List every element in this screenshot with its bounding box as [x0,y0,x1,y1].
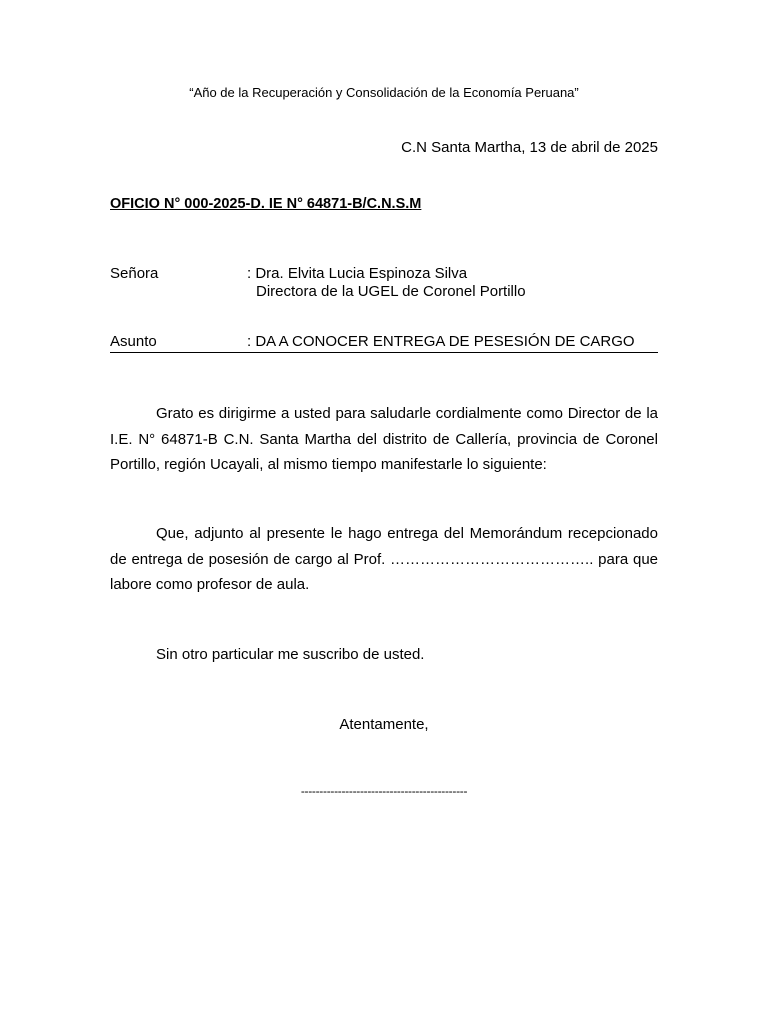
body-paragraph-2: Que, adjunto al presente le hago entrega del Memorándum recepcionado de entrega de posesión de cargo al Prof. ………………………………….. para que labore como profesor de aula. [110,525,658,593]
oficio-reference: OFICIO N° 000-2025-D. IE N° 64871-B/C.N.S.M [110,196,422,212]
recipient-position: Directora de la UGEL de Coronel Portillo [256,283,526,300]
subject-block [110,333,658,353]
body-paragraph-1: Grato es dirigirme a usted para saludarle cordialmente como Director de la I.E. N° 64871-B C.N. Santa Martha del distrito de Callería, provincia de Coronel Portillo, región Ucayali, al mismo tiempo manifestarle lo siguiente: [110,405,658,473]
recipient-name: : Dra. Elvita Lucia Espinoza Silva [247,265,468,282]
date-line: C.N Santa Martha, 13 de abril de 2025 [401,139,658,156]
signature-line: --------------------------------------------- [300,784,468,798]
year-motto: “Año de la Recuperación y Consolidación de la Economía Peruana” [189,85,579,100]
recipient-label: Señora [110,265,159,282]
closing-salutation: Atentamente, [339,716,429,733]
body-paragraph-3: Sin otro particular me suscribo de usted. [156,646,425,663]
subject-label: Asunto [110,333,157,350]
subject-value: : DA A CONOCER ENTREGA DE PESESIÓN DE CARGO [247,333,635,350]
recipient-block [110,265,658,305]
